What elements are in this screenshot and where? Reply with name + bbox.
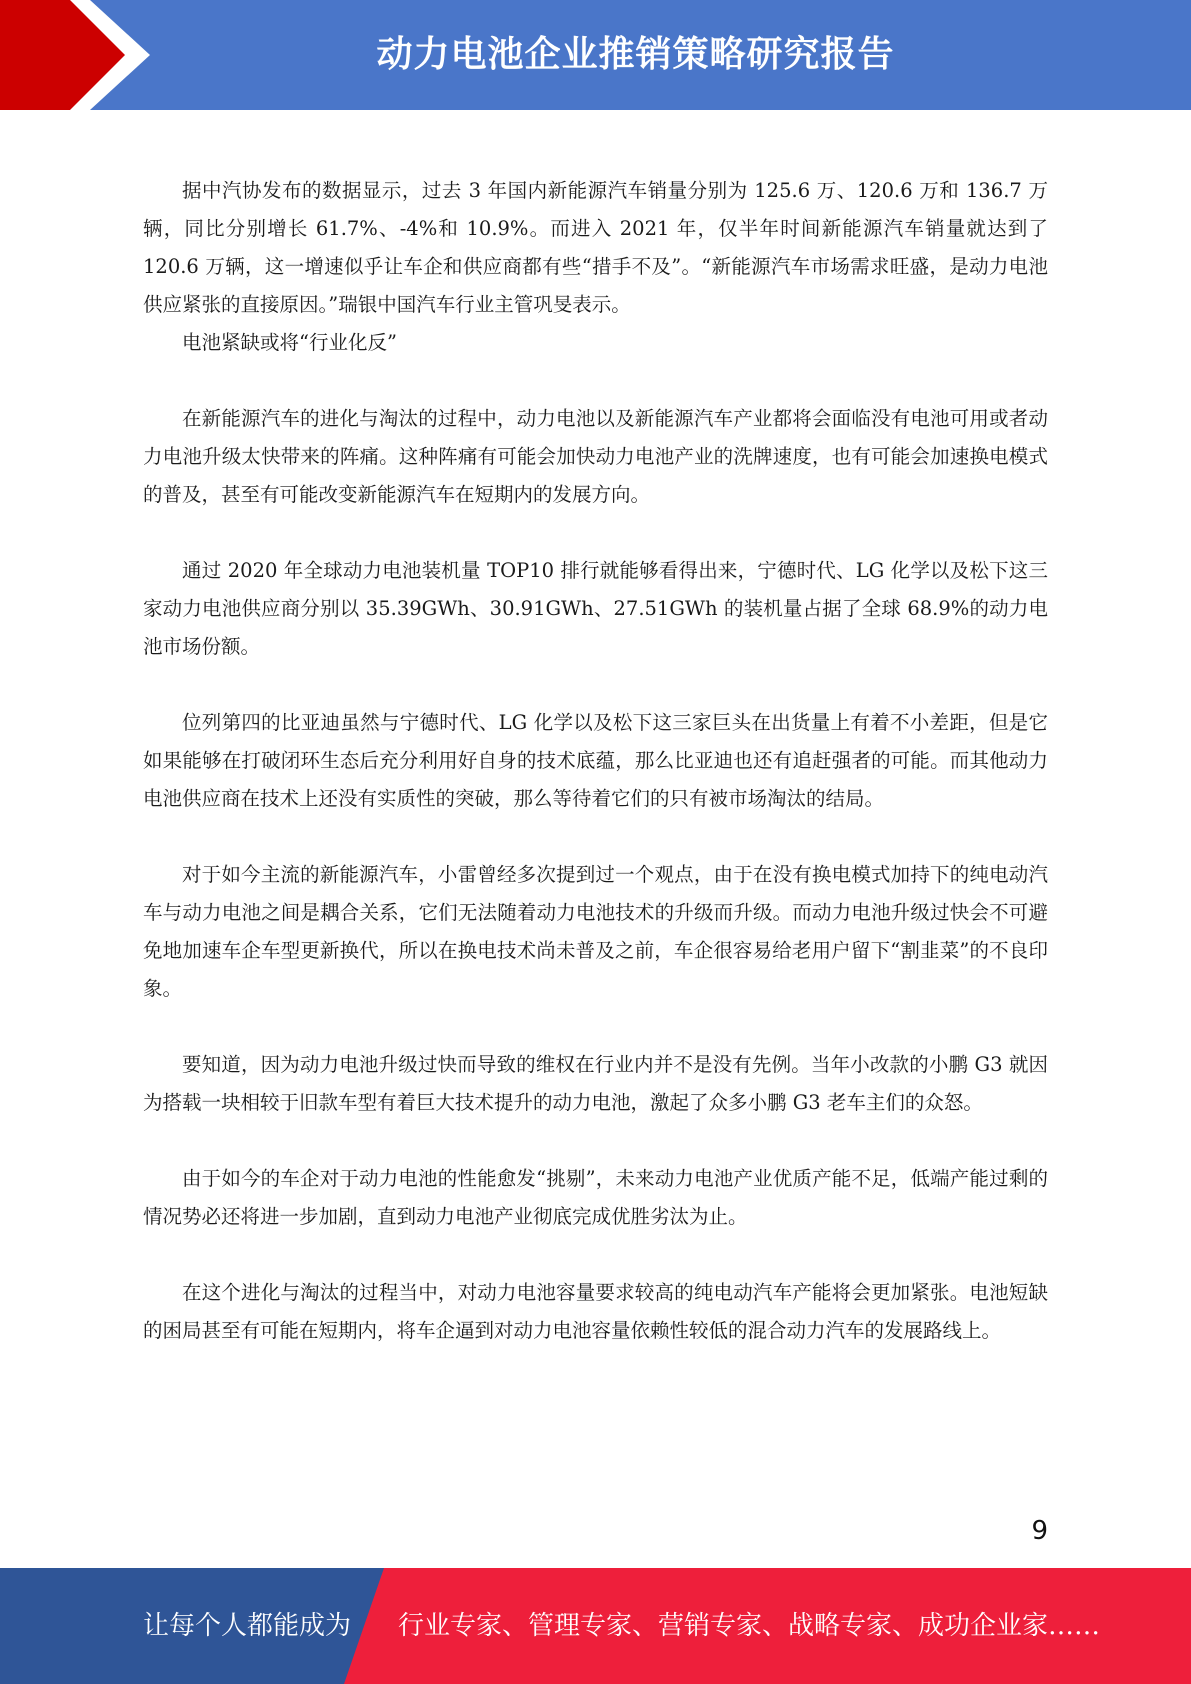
section-heading: 电池紧缺或将“行业化反”: [182, 331, 397, 354]
paragraph-spacer: [143, 1122, 1048, 1160]
paragraph-spacer: [143, 1008, 1048, 1046]
paragraph: 位列第四的比亚迪虽然与宁德时代、LG 化学以及松下这三家巨头在出货量上有着不小差距，但是它如果能够在打破闭环生态后充分利用好自身的技术底蕴，那么比亚迪也还有追赶强者的可能。而其他动力电池供应商在技术上还没有实质性的突破，那么等待着它们的只有被市场淘汰的结局。: [143, 711, 1048, 810]
paragraph: 要知道，因为动力电池升级过快而导致的维权在行业内并不是没有先例。当年小改款的小鹏 G3 就因为搭载一块相较于旧款车型有着巨大技术提升的动力电池，激起了众多小鹏 G3 老车主们的众怒。: [143, 1053, 1048, 1114]
paragraph: 在新能源汽车的进化与淘汰的过程中，动力电池以及新能源汽车产业都将会面临没有电池可用或者动力电池升级太快带来的阵痛。这种阵痛有可能会加快动力电池产业的洗牌速度，也有可能会加速换电模式的普及，甚至有可能改变新能源汽车在短期内的发展方向。: [143, 407, 1048, 506]
report-title: 动力电池企业推销策略研究报告: [376, 34, 895, 75]
page-number: 9: [1031, 1516, 1048, 1546]
paragraph-spacer: [143, 362, 1048, 400]
paragraph: 由于如今的车企对于动力电池的性能愈发“挑剔”，未来动力电池产业优质产能不足，低端产能过剩的情况势必还将进一步加剧，直到动力电池产业彻底完成优胜劣汰为止。: [143, 1167, 1048, 1228]
document-body: [143, 172, 1048, 1350]
footer-slogan-right: 行业专家、管理专家、营销专家、战略专家、成功企业家……: [398, 1611, 1101, 1641]
paragraph-spacer: [143, 514, 1048, 552]
footer-banner: [0, 1568, 1191, 1684]
header-banner: [0, 0, 1191, 110]
paragraph: 在这个进化与淘汰的过程当中，对动力电池容量要求较高的纯电动汽车产能将会更加紧张。电池短缺的困局甚至有可能在短期内，将车企逼到对动力电池容量依赖性较低的混合动力汽车的发展路线上。: [143, 1281, 1048, 1342]
paragraph: 据中汽协发布的数据显示，过去 3 年国内新能源汽车销量分别为 125.6 万、120.6 万和 136.7 万辆，同比分别增长 61.7%、-4%和 10.9%。而进入 2021 年，仅半年时间新能源汽车销量就达到了 120.6 万辆，这一增速似乎让车企和供应商都有些“措手不及”。“新能源汽车市场需求旺盛，是动力电池供应紧张的直接原因。”瑞银中国汽车行业主管巩旻表示。: [143, 179, 1048, 316]
paragraph-spacer: [143, 666, 1048, 704]
paragraph-spacer: [143, 818, 1048, 856]
footer-slogan-left: 让每个人都能成为: [143, 1611, 352, 1641]
paragraph-spacer: [143, 1236, 1048, 1274]
paragraph: 对于如今主流的新能源汽车，小雷曾经多次提到过一个观点，由于在没有换电模式加持下的纯电动汽车与动力电池之间是耦合关系，它们无法随着动力电池技术的升级而升级。而动力电池升级过快会不可避免地加速车企车型更新换代，所以在换电技术尚未普及之前，车企很容易给老用户留下“割韭菜”的不良印象。: [143, 863, 1048, 1000]
paragraph: 通过 2020 年全球动力电池装机量 TOP10 排行就能够看得出来，宁德时代、LG 化学以及松下这三家动力电池供应商分别以 35.39GWh、30.91GWh、27.51GWh 的装机量占据了全球 68.9%的动力电池市场份额。: [143, 559, 1048, 658]
